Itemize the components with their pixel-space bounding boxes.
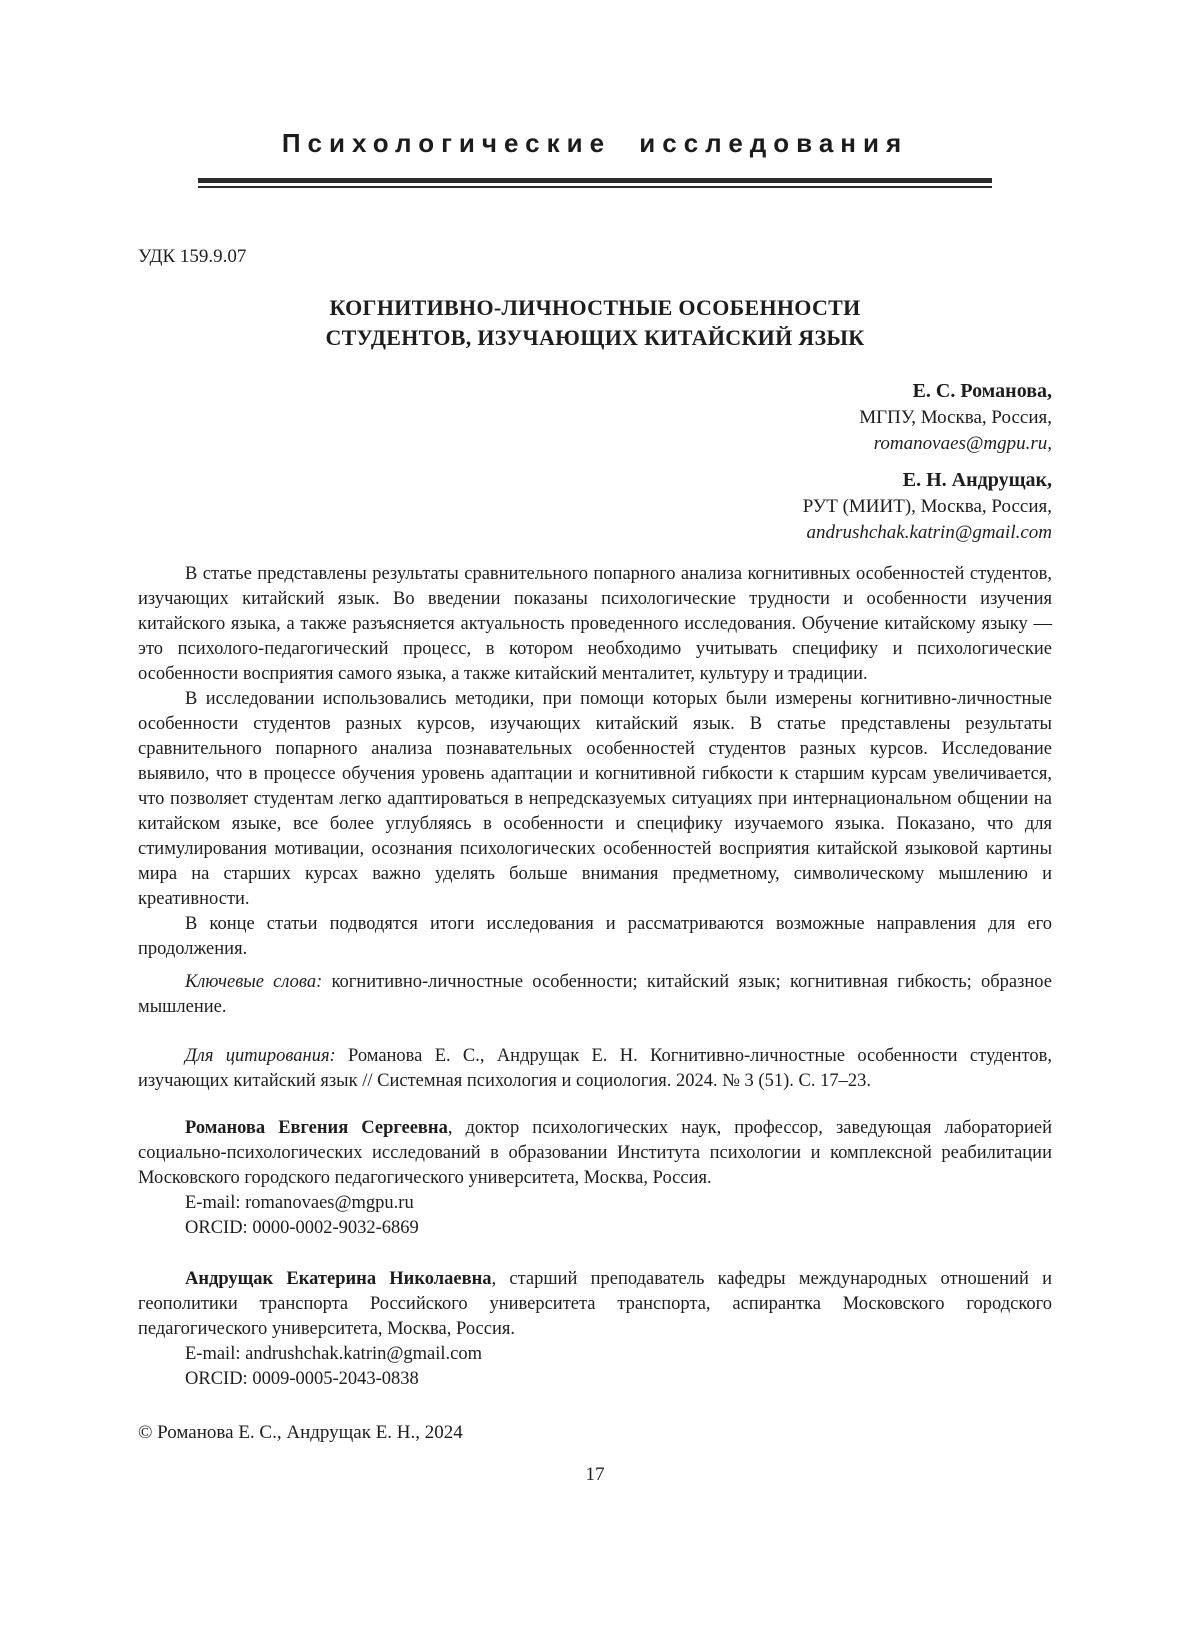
citation-text: Романова Е. С., Андрущак Е. Н. Когнитивно-личностные особенности студентов, изучающих китайский язык // Системная психология и социология. 2024. № 3 (51). С. 17–23. [138, 1046, 1053, 1091]
author-1-name: Е. С. Романова, [912, 380, 1052, 402]
keywords-text: когнитивно-личностные особенности; китайский язык; когнитивная гибкость; образное мышление. [138, 972, 1052, 1017]
author-bio-2-text [138, 1267, 1052, 1342]
article-title-line-2: СТУДЕНТОВ, ИЗУЧАЮЩИХ КИТАЙСКИЙ ЯЗЫК [325, 325, 865, 350]
author-2-email: andrushchak.katrin@gmail.com [806, 522, 1052, 543]
article-title-line-1: КОГНИТИВНО-ЛИЧНОСТНЫЕ ОСОБЕННОСТИ [329, 295, 861, 320]
author-bio-1-description: , доктор психологических наук, профессор, заведующая лабораторией социально-психологических исследований в образовании Института психологии и комплексной реабилитации Московского городского педагогического университета, Москва, Россия. [138, 1118, 1052, 1188]
citation [138, 1044, 1052, 1094]
keywords [138, 970, 1052, 1020]
author-2-affiliation: РУТ (МИИТ), Москва, Россия, [802, 496, 1052, 517]
author-2 [138, 466, 1052, 546]
copyright-notice: © Романова Е. С., Андрущак Е. Н., 2024 [138, 1422, 463, 1443]
author-bio-1-name: Романова Евгения Сергеевна [185, 1118, 448, 1138]
author-bio-1-orcid: ORCID: 0000-0002-9032-6869 [185, 1218, 419, 1238]
abstract [138, 562, 1052, 962]
author-bio-2 [138, 1267, 1052, 1392]
author-bio-2-name: Андрущак Екатерина Николаевна [185, 1269, 492, 1289]
keywords-label: Ключевые слова: [185, 972, 323, 992]
author-bio-1-text [138, 1116, 1052, 1191]
author-1-email: romanovaes@mgpu.ru, [873, 433, 1052, 454]
article-title [138, 293, 1052, 353]
citation-label: Для цитирования: [185, 1046, 336, 1066]
author-1 [138, 377, 1052, 457]
authors-block [138, 377, 1052, 546]
author-bio-2-email: E-mail: andrushchak.katrin@gmail.com [185, 1344, 483, 1364]
udc-code: УДК 159.9.07 [138, 246, 247, 267]
author-bio-2-description: , старший преподаватель кафедры международных отношений и геополитики транспорта Российского университета транспорта, аспирантка Московского городского педагогического университета, Москва, Россия. [138, 1269, 1052, 1339]
journal-section-header: Психологические исследования [281, 128, 909, 158]
author-bio-1 [138, 1116, 1052, 1241]
abstract-paragraph-3: В конце статьи подводятся итоги исследования и рассматриваются возможные направления для его продолжения. [138, 914, 1052, 959]
author-1-affiliation: МГПУ, Москва, Россия, [859, 407, 1052, 428]
page-number: 17 [585, 1464, 605, 1485]
author-bio-2-orcid: ORCID: 0009-0005-2043-0838 [185, 1369, 419, 1389]
abstract-paragraph-2: В исследовании использовались методики, при помощи которых были измерены когнитивно-личностные особенности студентов разных курсов, изучающих китайский язык. В статье представлены результаты сравнительного попарного анализа познавательных особенностей студентов разных курсов. Исследование выявило, что в процессе обучения уровень адаптации и когнитивной гибкости к старшим курсам увеличивается, что позволяет студентам легко адаптироваться в непредсказуемых ситуациях при интернациональном общении на китайском языке, все более углубляясь в особенности и специфику изучаемого языка. Показано, что для стимулирования мотивации, осознания психологических особенностей восприятия китайской языковой картины мира на старших курсах важно уделять больше внимания предметному, символическому мышлению и креативности. [138, 689, 1052, 909]
abstract-paragraph-1: В статье представлены результаты сравнительного попарного анализа когнитивных особенностей студентов, изучающих китайский язык. Во введении показаны психологические трудности и особенности изучения китайского языка, а также разъясняется актуальность проведенного исследования. Обучение китайскому языку — это психолого-педагогический процесс, в котором необходимо учитывать специфику и психологические особенности восприятия самого языка, а также китайский менталитет, культуру и традиции. [138, 564, 1052, 684]
header-divider-rule [198, 178, 992, 188]
author-2-name: Е. Н. Андрущак, [902, 469, 1052, 491]
author-bio-1-email: E-mail: romanovaes@mgpu.ru [185, 1193, 414, 1213]
